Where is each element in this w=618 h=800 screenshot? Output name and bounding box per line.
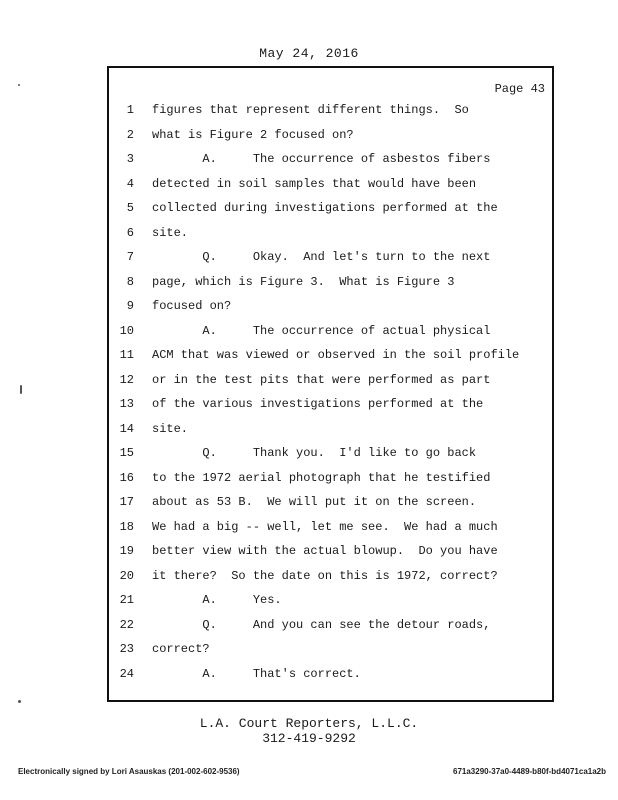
court-reporter-phone: 312-419-9292 bbox=[262, 731, 356, 746]
line-number: 22 bbox=[119, 617, 134, 632]
line-text: Q. Okay. And let's turn to the next bbox=[152, 250, 491, 264]
line-text: Q. Thank you. I'd like to go back bbox=[152, 446, 477, 460]
line-number: 3 bbox=[126, 152, 134, 166]
line-number: 11 bbox=[119, 348, 134, 362]
date-header: May 24, 2016 bbox=[259, 46, 359, 61]
court-reporter-firm: L.A. Court Reporters, L.L.C. bbox=[199, 716, 419, 731]
transcript-line bbox=[0, 221, 618, 245]
line-text: collected during investigations performed at the bbox=[152, 201, 498, 215]
line-number: 16 bbox=[119, 470, 134, 485]
line-text: or in the test pits that were performed as part bbox=[152, 372, 491, 387]
transcript-line bbox=[0, 539, 618, 563]
line-number: 24 bbox=[119, 666, 134, 681]
line-text: A. The occurrence of actual physical bbox=[152, 323, 491, 338]
transcript-line bbox=[0, 98, 618, 122]
transcript-line bbox=[0, 588, 618, 612]
line-text: better view with the actual blowup. Do you have bbox=[152, 544, 498, 558]
scan-speck bbox=[18, 84, 20, 86]
line-text: page, which is Figure 3. What is Figure 3 bbox=[152, 274, 455, 289]
transcript-line bbox=[0, 417, 618, 441]
transcript-line bbox=[0, 270, 618, 294]
line-number: 13 bbox=[119, 397, 134, 411]
transcript-line bbox=[0, 564, 618, 588]
line-text: site. bbox=[152, 225, 189, 240]
transcript-line bbox=[0, 613, 618, 637]
electronic-signature: Electronically signed by Lori Asauskas (201-002-602-9536) bbox=[18, 767, 240, 776]
transcript-line bbox=[0, 196, 618, 220]
transcript-line bbox=[0, 147, 618, 171]
line-text: A. The occurrence of asbestos fibers bbox=[152, 152, 491, 166]
line-number: 19 bbox=[119, 544, 134, 558]
line-text: focused on? bbox=[152, 299, 232, 313]
transcript-line bbox=[0, 515, 618, 539]
scan-speck bbox=[18, 700, 21, 703]
transcript-line bbox=[0, 662, 618, 686]
transcript-line bbox=[0, 245, 618, 269]
line-number: 21 bbox=[119, 593, 134, 607]
line-number: 18 bbox=[119, 519, 134, 534]
line-text: detected in soil samples that would have been bbox=[152, 176, 477, 191]
line-number: 8 bbox=[126, 274, 134, 289]
line-number: 10 bbox=[119, 323, 134, 338]
transcript-line bbox=[0, 123, 618, 147]
transcript-line bbox=[0, 368, 618, 392]
transcript-line bbox=[0, 172, 618, 196]
line-number: 12 bbox=[119, 372, 134, 387]
line-number: 6 bbox=[126, 225, 134, 240]
line-text: about as 53 B. We will put it on the screen. bbox=[152, 495, 477, 509]
line-text: to the 1972 aerial photograph that he testified bbox=[152, 470, 491, 485]
transcript-line bbox=[0, 637, 618, 661]
line-number: 17 bbox=[119, 495, 134, 509]
transcript-line bbox=[0, 466, 618, 490]
line-text: ACM that was viewed or observed in the soil profile bbox=[152, 348, 520, 362]
transcript-line bbox=[0, 441, 618, 465]
line-number: 23 bbox=[119, 642, 134, 656]
line-number: 14 bbox=[119, 421, 134, 436]
line-text: A. Yes. bbox=[152, 593, 282, 607]
line-number: 9 bbox=[126, 299, 134, 313]
line-text: figures that represent different things. So bbox=[152, 103, 469, 117]
line-text: correct? bbox=[152, 642, 210, 656]
scan-speck bbox=[20, 385, 22, 394]
transcript-line bbox=[0, 343, 618, 367]
line-number: 4 bbox=[126, 176, 134, 191]
line-number: 20 bbox=[119, 568, 134, 583]
line-text: what is Figure 2 focused on? bbox=[152, 127, 354, 142]
line-number: 5 bbox=[126, 201, 134, 215]
line-text: site. bbox=[152, 421, 189, 436]
line-text: We had a big -- well, let me see. We had a much bbox=[152, 519, 498, 534]
line-text: it there? So the date on this is 1972, correct? bbox=[152, 568, 498, 583]
line-number: 7 bbox=[126, 250, 134, 264]
line-number: 1 bbox=[126, 103, 134, 117]
line-text: of the various investigations performed at the bbox=[152, 397, 484, 411]
transcript-line bbox=[0, 392, 618, 416]
transcript-line bbox=[0, 490, 618, 514]
line-text: A. That's correct. bbox=[152, 666, 361, 681]
page-number: Page 43 bbox=[494, 82, 545, 96]
document-id: 671a3290-37a0-4489-b80f-bd4071ca1a2b bbox=[453, 767, 606, 776]
line-number: 2 bbox=[126, 127, 134, 142]
line-number: 15 bbox=[119, 446, 134, 460]
transcript-line bbox=[0, 294, 618, 318]
transcript-line bbox=[0, 319, 618, 343]
line-text: Q. And you can see the detour roads, bbox=[152, 617, 491, 632]
